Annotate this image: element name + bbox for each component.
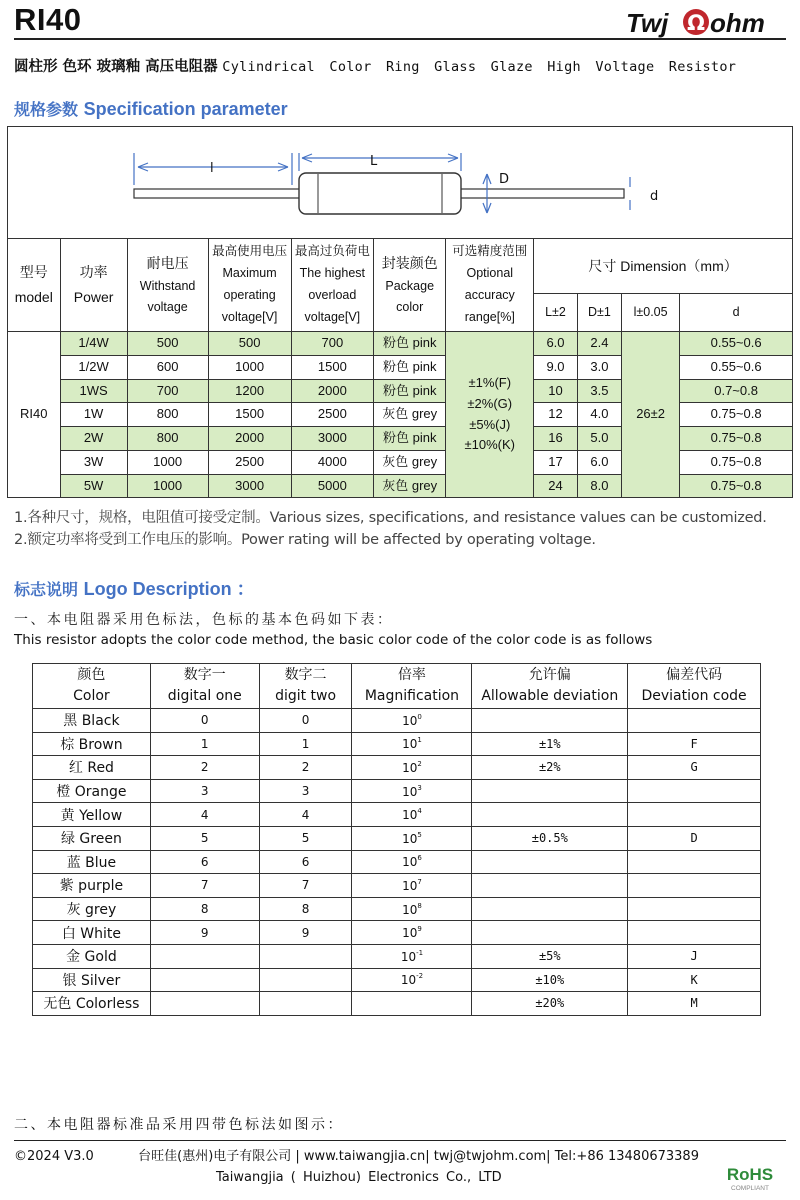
color-name-cell: 银 Silver <box>33 968 151 992</box>
max-operating-cell: 1000 <box>208 355 291 379</box>
length-cell: 17 <box>534 450 578 474</box>
spec-row <box>8 332 793 356</box>
diameter-cell: 3.0 <box>577 355 621 379</box>
magnification-base: 10 <box>402 760 418 775</box>
max-operating-cell: 1500 <box>208 403 291 427</box>
hdr-digit-two: 数字二 digit two <box>259 664 352 709</box>
digit-one-cell: 1 <box>150 732 259 756</box>
subtitle <box>14 55 736 76</box>
package-color-cell: 粉色 pink <box>374 355 446 379</box>
max-operating-cell: 3000 <box>208 474 291 498</box>
deviation-cell <box>472 850 628 874</box>
magnification-base: 10 <box>402 902 418 917</box>
color-name-cell: 黑 Black <box>33 709 151 733</box>
max-operating-cell: 500 <box>208 332 291 356</box>
right-lead <box>454 189 624 198</box>
magnification-base: 10 <box>400 973 417 988</box>
digit-two-cell: 4 <box>259 803 352 827</box>
hdr-dim-D: D±1 <box>577 294 621 332</box>
overload-cell: 2000 <box>291 379 373 403</box>
overload-cell: 1500 <box>291 355 373 379</box>
power-cell: 3W <box>60 450 127 474</box>
resistor-body <box>299 173 461 214</box>
color-code-intro-cn: 一、本电阻器采用色标法，色标的基本色码如下表： <box>14 612 394 628</box>
spec-body <box>8 332 793 498</box>
deviation-cell <box>472 709 628 733</box>
withstand-cell: 800 <box>127 427 208 451</box>
footer-company-en: Taiwangjia ( Huizhou) Electronics Co., LTD <box>216 1170 502 1185</box>
digit-two-cell: 9 <box>259 921 352 945</box>
deviation-code-cell <box>628 874 761 898</box>
digit-two-cell: 0 <box>259 709 352 733</box>
deviation-cell: ±5% <box>472 944 628 968</box>
diameter-cell: 8.0 <box>577 474 621 498</box>
deviation-code-cell: K <box>628 968 761 992</box>
dim-l-label: l <box>210 161 214 176</box>
digit-one-cell <box>150 944 259 968</box>
brand-suffix: ohm <box>710 8 765 38</box>
magnification-exponent: -2 <box>416 972 424 981</box>
dim-L-label: L <box>370 154 378 169</box>
hdr-color: 颜色 Color <box>33 664 151 709</box>
digit-one-cell: 2 <box>150 756 259 780</box>
note-power-rating: 2.额定功率将受到工作电压的影响。Power rating will be affected by operating voltage. <box>14 532 596 548</box>
deviation-code-cell: J <box>628 944 761 968</box>
color-name-cell: 金 Gold <box>33 944 151 968</box>
logo-heading-en: Logo Description ： <box>83 579 255 599</box>
digit-one-cell: 4 <box>150 803 259 827</box>
page-title: RI40 <box>14 2 82 37</box>
deviation-cell <box>472 779 628 803</box>
magnification-base: 10 <box>402 713 418 728</box>
magnification-base: 10 <box>402 926 418 941</box>
magnification-base: 10 <box>402 808 418 823</box>
deviation-code-cell <box>628 897 761 921</box>
package-color-cell: 粉色 pink <box>374 332 446 356</box>
lead-diameter-cell: 0.75~0.8 <box>680 427 793 451</box>
magnification-cell <box>352 897 472 921</box>
brand-prefix: Twj <box>626 8 669 38</box>
length-cell: 10 <box>534 379 578 403</box>
color-name-cell: 紫 purple <box>33 874 151 898</box>
digit-two-cell: 6 <box>259 850 352 874</box>
digit-one-cell <box>150 992 259 1016</box>
magnification-cell <box>352 944 472 968</box>
color-body <box>33 709 761 1016</box>
length-cell: 24 <box>534 474 578 498</box>
accuracy-cell <box>446 332 534 498</box>
color-row <box>33 944 761 968</box>
color-name-cell: 绿 Green <box>33 826 151 850</box>
withstand-cell: 700 <box>127 379 208 403</box>
color-row <box>33 874 761 898</box>
deviation-code-cell <box>628 803 761 827</box>
digit-one-cell: 7 <box>150 874 259 898</box>
magnification-exponent: 9 <box>417 925 422 934</box>
footer-company-cn: 台旺佳(惠州)电子有限公司 | www.taiwangjia.cn| twj@twjohm.com| Tel:+86 13480673389 <box>138 1149 699 1164</box>
spec-header-row-1 <box>8 239 793 294</box>
package-color-cell: 粉色 pink <box>374 379 446 403</box>
withstand-cell: 800 <box>127 403 208 427</box>
length-cell: 12 <box>534 403 578 427</box>
magnification-exponent: 6 <box>417 854 422 863</box>
withstand-cell: 500 <box>127 332 208 356</box>
deviation-cell: ±2% <box>472 756 628 780</box>
accuracy-option: ±1%(F) <box>468 375 512 391</box>
deviation-code-cell <box>628 850 761 874</box>
magnification-cell <box>352 850 472 874</box>
lead-diameter-cell: 0.75~0.8 <box>680 450 793 474</box>
deviation-cell: ±10% <box>472 968 628 992</box>
magnification-cell <box>352 779 472 803</box>
package-color-cell: 粉色 pink <box>374 427 446 451</box>
color-name-cell: 白 White <box>33 921 151 945</box>
digit-two-cell <box>259 968 352 992</box>
power-cell: 1/2W <box>60 355 127 379</box>
accuracy-option: ±10%(K) <box>464 437 516 453</box>
hdr-withstand: 耐电压 Withstand voltage <box>127 239 208 332</box>
digit-two-cell: 5 <box>259 826 352 850</box>
length-cell: 9.0 <box>534 355 578 379</box>
deviation-code-cell: D <box>628 826 761 850</box>
hdr-dim-d: d <box>680 294 793 332</box>
diameter-cell: 4.0 <box>577 403 621 427</box>
magnification-exponent: 5 <box>417 830 422 839</box>
digit-one-cell: 0 <box>150 709 259 733</box>
max-operating-cell: 2000 <box>208 427 291 451</box>
left-lead <box>134 189 304 198</box>
hdr-digit-one: 数字一 digital one <box>150 664 259 709</box>
magnification-base: 10 <box>400 949 417 964</box>
dim-d-label: d <box>650 189 659 204</box>
color-name-cell: 棕 Brown <box>33 732 151 756</box>
lead-diameter-cell: 0.75~0.8 <box>680 474 793 498</box>
color-row <box>33 992 761 1016</box>
logo-heading <box>14 575 255 601</box>
deviation-cell <box>472 921 628 945</box>
hdr-magnification: 倍率 Magnification <box>352 664 472 709</box>
color-row <box>33 779 761 803</box>
model-cell: RI40 <box>8 332 61 498</box>
color-name-cell: 灰 grey <box>33 897 151 921</box>
magnification-cell <box>352 968 472 992</box>
magnification-base: 10 <box>402 831 418 846</box>
overload-cell: 2500 <box>291 403 373 427</box>
overload-cell: 4000 <box>291 450 373 474</box>
brand-omega: Ω <box>687 11 705 35</box>
digit-two-cell: 1 <box>259 732 352 756</box>
magnification-exponent: -1 <box>416 948 424 957</box>
color-row <box>33 803 761 827</box>
rohs-text: RoHS <box>726 1165 774 1184</box>
overload-cell: 5000 <box>291 474 373 498</box>
footer-rule <box>14 1140 786 1141</box>
rohs-mark <box>722 1162 778 1192</box>
magnification-base: 10 <box>402 784 418 799</box>
power-cell: 1WS <box>60 379 127 403</box>
digit-two-cell <box>259 992 352 1016</box>
footer-copyright: ©2024 V3.0 <box>14 1149 94 1164</box>
spec-heading <box>14 97 288 120</box>
magnification-cell <box>352 992 472 1016</box>
diameter-cell: 2.4 <box>577 332 621 356</box>
color-name-cell: 黄 Yellow <box>33 803 151 827</box>
hdr-max-operating: 最高使用电压 Maximum operating voltage[V] <box>208 239 291 332</box>
magnification-cell <box>352 826 472 850</box>
power-cell: 2W <box>60 427 127 451</box>
color-row <box>33 732 761 756</box>
magnification-exponent: 3 <box>417 783 422 792</box>
lead-diameter-cell: 0.7~0.8 <box>680 379 793 403</box>
hdr-deviation: 允许偏 Allowable deviation <box>472 664 628 709</box>
diameter-cell: 6.0 <box>577 450 621 474</box>
digit-one-cell: 8 <box>150 897 259 921</box>
color-row <box>33 850 761 874</box>
lead-diameter-cell: 0.55~0.6 <box>680 355 793 379</box>
deviation-code-cell <box>628 921 761 945</box>
deviation-cell: ±20% <box>472 992 628 1016</box>
digit-two-cell: 2 <box>259 756 352 780</box>
hdr-model: 型号 model <box>8 239 61 332</box>
rohs-subtext: COMPLIANT <box>731 1185 769 1192</box>
withstand-cell: 600 <box>127 355 208 379</box>
digit-one-cell: 3 <box>150 779 259 803</box>
color-code-table <box>32 663 761 1016</box>
color-row <box>33 921 761 945</box>
color-header-row <box>33 664 761 709</box>
magnification-exponent: 8 <box>417 901 422 910</box>
magnification-exponent: 2 <box>417 759 422 768</box>
dim-D-label: D <box>499 172 510 187</box>
overload-cell: 700 <box>291 332 373 356</box>
magnification-base: 10 <box>402 855 418 870</box>
brand-logo <box>626 6 786 38</box>
spec-table <box>7 238 793 498</box>
color-name-cell: 红 Red <box>33 756 151 780</box>
package-color-cell: 灰色 grey <box>374 403 446 427</box>
hdr-package-color: 封装颜色 Package color <box>374 239 446 332</box>
hdr-dimension: 尺寸 Dimension（mm） <box>534 239 793 294</box>
hdr-deviation-code: 偏差代码 Deviation code <box>628 664 761 709</box>
title-rule <box>14 38 786 40</box>
lead-length-cell: 26±2 <box>622 332 680 498</box>
digit-two-cell: 7 <box>259 874 352 898</box>
deviation-cell: ±0.5% <box>472 826 628 850</box>
withstand-cell: 1000 <box>127 474 208 498</box>
magnification-base: 10 <box>402 737 418 752</box>
digit-two-cell: 8 <box>259 897 352 921</box>
magnification-exponent: 0 <box>417 712 422 721</box>
deviation-code-cell: F <box>628 732 761 756</box>
withstand-cell: 1000 <box>127 450 208 474</box>
deviation-code-cell <box>628 779 761 803</box>
max-operating-cell: 1200 <box>208 379 291 403</box>
subtitle-en: Cylindrical Color Ring Glass Glaze High Voltage Resistor <box>222 59 737 75</box>
magnification-cell <box>352 874 472 898</box>
footer-contact <box>14 1145 699 1164</box>
color-row <box>33 968 761 992</box>
accuracy-option: ±2%(G) <box>467 395 513 411</box>
magnification-cell <box>352 921 472 945</box>
color-row <box>33 897 761 921</box>
power-cell: 1W <box>60 403 127 427</box>
resistor-diagram <box>7 126 793 239</box>
diameter-cell: 5.0 <box>577 427 621 451</box>
digit-one-cell: 9 <box>150 921 259 945</box>
hdr-dim-L: L±2 <box>534 294 578 332</box>
diameter-cell: 3.5 <box>577 379 621 403</box>
magnification-cell <box>352 732 472 756</box>
deviation-code-cell: G <box>628 756 761 780</box>
color-code-intro-en: This resistor adopts the color code method, the basic color code of the color code is as follows <box>14 632 653 648</box>
digit-two-cell <box>259 944 352 968</box>
color-row <box>33 826 761 850</box>
resistor-drawing <box>8 127 794 240</box>
digit-two-cell: 3 <box>259 779 352 803</box>
four-band-intro: 二、本电阻器标准品采用四带色标法如图示： <box>14 1117 344 1133</box>
magnification-cell <box>352 756 472 780</box>
package-color-cell: 灰色 grey <box>374 474 446 498</box>
magnification-base: 10 <box>402 878 418 893</box>
magnification-exponent: 1 <box>417 736 422 745</box>
digit-one-cell <box>150 968 259 992</box>
magnification-cell <box>352 803 472 827</box>
hdr-dim-l: l±0.05 <box>622 294 680 332</box>
lead-diameter-cell: 0.55~0.6 <box>680 332 793 356</box>
lead-diameter-cell: 0.75~0.8 <box>680 403 793 427</box>
magnification-exponent: 4 <box>417 807 422 816</box>
spec-heading-en: Specification parameter <box>83 99 288 119</box>
magnification-exponent: 7 <box>417 877 422 886</box>
package-color-cell: 灰色 grey <box>374 450 446 474</box>
color-name-cell: 无色 Colorless <box>33 992 151 1016</box>
overload-cell: 3000 <box>291 427 373 451</box>
color-row <box>33 709 761 733</box>
deviation-cell <box>472 897 628 921</box>
note-customization: 1.各种尺寸，规格，电阻值可接受定制。Various sizes, specifications, and resistance values can be customized. <box>14 510 767 526</box>
color-name-cell: 橙 Orange <box>33 779 151 803</box>
length-cell: 6.0 <box>534 332 578 356</box>
deviation-code-cell <box>628 709 761 733</box>
hdr-overload: 最高过负荷电 The highest overload voltage[V] <box>291 239 373 332</box>
spec-heading-cn: 规格参数 <box>14 100 79 119</box>
length-cell: 16 <box>534 427 578 451</box>
power-cell: 1/4W <box>60 332 127 356</box>
deviation-cell: ±1% <box>472 732 628 756</box>
hdr-power: 功率 Power <box>60 239 127 332</box>
digit-one-cell: 6 <box>150 850 259 874</box>
subtitle-cn: 圆柱形 色环 玻璃釉 高压电阻器 <box>14 59 218 75</box>
digit-one-cell: 5 <box>150 826 259 850</box>
color-row <box>33 756 761 780</box>
max-operating-cell: 2500 <box>208 450 291 474</box>
deviation-cell <box>472 874 628 898</box>
color-name-cell: 蓝 Blue <box>33 850 151 874</box>
logo-heading-cn: 标志说明 <box>14 580 79 599</box>
deviation-cell <box>472 803 628 827</box>
hdr-accuracy: 可选精度范围 Optional accuracy range[%] <box>446 239 534 332</box>
power-cell: 5W <box>60 474 127 498</box>
deviation-code-cell: M <box>628 992 761 1016</box>
magnification-cell <box>352 709 472 733</box>
accuracy-option: ±5%(J) <box>469 416 511 432</box>
